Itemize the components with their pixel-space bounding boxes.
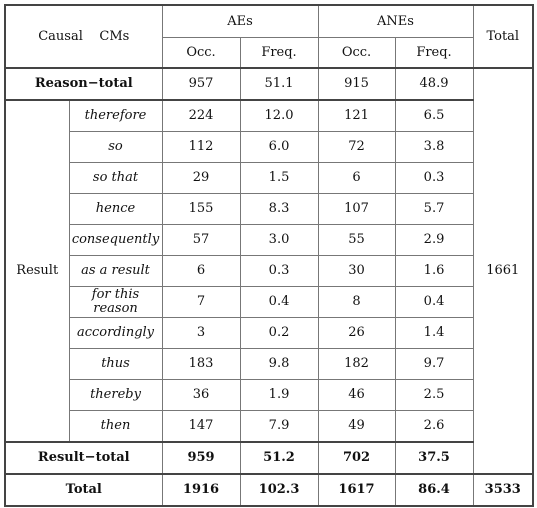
ae-freq-cell: 3.0 — [240, 225, 318, 256]
ane-occ-cell: 8 — [318, 287, 395, 318]
ane-occ-cell: 46 — [318, 380, 395, 411]
ane-occ-cell: 49 — [318, 411, 395, 443]
table-row — [5, 349, 533, 380]
ae-occ-cell: 112 — [162, 132, 240, 163]
ae-freq-cell: 12.0 — [240, 100, 318, 132]
ane-occ-cell: 55 — [318, 225, 395, 256]
result-total-row — [5, 442, 533, 474]
ane-freq-cell: 2.5 — [395, 380, 473, 411]
reason-total-ae-occ: 957 — [162, 68, 240, 100]
ae-occ-cell: 7 — [162, 287, 240, 318]
reason-total-ane-freq: 48.9 — [395, 68, 473, 100]
marker-cell: as a result — [69, 256, 162, 287]
table-row — [5, 380, 533, 411]
ae-freq-cell: 0.4 — [240, 287, 318, 318]
ane-freq-cell: 0.4 — [395, 287, 473, 318]
ane-freq-cell: 1.4 — [395, 318, 473, 349]
result-total-ane-freq: 37.5 — [395, 442, 473, 474]
marker-cell: accordingly — [69, 318, 162, 349]
marker-cell: so — [69, 132, 162, 163]
ane-occ-cell: 30 — [318, 256, 395, 287]
grand-total-label: Total — [5, 474, 162, 506]
marker-cell: so that — [69, 163, 162, 194]
aes-header: AEs — [162, 5, 318, 38]
table-row — [5, 411, 533, 443]
ane-occ-cell: 26 — [318, 318, 395, 349]
grand-total-ane-occ: 1617 — [318, 474, 395, 506]
ae-freq-cell: 1.9 — [240, 380, 318, 411]
ae-occ-cell: 29 — [162, 163, 240, 194]
reason-total-ae-freq: 51.1 — [240, 68, 318, 100]
ae-occ-cell: 224 — [162, 100, 240, 132]
aes-occ-header: Occ. — [162, 38, 240, 69]
ae-occ-cell: 57 — [162, 225, 240, 256]
reason-total-ane-occ: 915 — [318, 68, 395, 100]
table-row — [5, 163, 533, 194]
ae-freq-cell: 8.3 — [240, 194, 318, 225]
reason-total-row — [5, 68, 533, 100]
total-header: Total — [473, 5, 533, 68]
ane-freq-cell: 2.6 — [395, 411, 473, 443]
table-row — [5, 318, 533, 349]
table-row — [5, 132, 533, 163]
ane-occ-cell: 121 — [318, 100, 395, 132]
grand-total-ae-freq: 102.3 — [240, 474, 318, 506]
table-row — [5, 225, 533, 256]
ae-freq-cell: 0.3 — [240, 256, 318, 287]
grand-total-value: 3533 — [473, 474, 533, 506]
marker-cell: thus — [69, 349, 162, 380]
header-row-1 — [5, 5, 533, 38]
marker-cell: consequently — [69, 225, 162, 256]
ane-occ-cell: 182 — [318, 349, 395, 380]
ane-freq-cell: 9.7 — [395, 349, 473, 380]
anes-occ-header: Occ. — [318, 38, 395, 69]
ane-freq-cell: 1.6 — [395, 256, 473, 287]
ae-freq-cell: 1.5 — [240, 163, 318, 194]
table-row — [5, 256, 533, 287]
ane-occ-cell: 72 — [318, 132, 395, 163]
grand-total-row — [5, 474, 533, 506]
table-body — [5, 5, 533, 506]
result-group-label: Result — [5, 100, 69, 442]
result-total-label: Result−total — [5, 442, 162, 474]
ane-freq-cell: 2.9 — [395, 225, 473, 256]
ane-freq-cell: 3.8 — [395, 132, 473, 163]
result-group-total: 1661 — [473, 68, 533, 474]
ae-occ-cell: 6 — [162, 256, 240, 287]
ae-freq-cell: 9.8 — [240, 349, 318, 380]
result-total-ae-occ: 959 — [162, 442, 240, 474]
anes-freq-header: Freq. — [395, 38, 473, 69]
ae-freq-cell: 6.0 — [240, 132, 318, 163]
marker-cell: hence — [69, 194, 162, 225]
ae-occ-cell: 3 — [162, 318, 240, 349]
ane-occ-cell: 6 — [318, 163, 395, 194]
marker-cell: then — [69, 411, 162, 443]
anes-header: ANEs — [318, 5, 473, 38]
ae-occ-cell: 155 — [162, 194, 240, 225]
ae-freq-cell: 0.2 — [240, 318, 318, 349]
ane-freq-cell: 6.5 — [395, 100, 473, 132]
table-row — [5, 194, 533, 225]
result-total-ane-occ: 702 — [318, 442, 395, 474]
causal-markers-table — [4, 4, 534, 507]
marker-cell: for this reason — [69, 287, 162, 318]
ane-freq-cell: 5.7 — [395, 194, 473, 225]
ane-freq-cell: 0.3 — [395, 163, 473, 194]
table-row — [5, 287, 533, 318]
aes-freq-header: Freq. — [240, 38, 318, 69]
ae-occ-cell: 36 — [162, 380, 240, 411]
table-row — [5, 100, 533, 132]
ane-occ-cell: 107 — [318, 194, 395, 225]
causal-cms-header: Causal CMs — [5, 5, 162, 68]
marker-cell: thereby — [69, 380, 162, 411]
marker-cell: therefore — [69, 100, 162, 132]
grand-total-ae-occ: 1916 — [162, 474, 240, 506]
result-total-ae-freq: 51.2 — [240, 442, 318, 474]
ae-occ-cell: 147 — [162, 411, 240, 443]
ae-freq-cell: 7.9 — [240, 411, 318, 443]
grand-total-ane-freq: 86.4 — [395, 474, 473, 506]
ae-occ-cell: 183 — [162, 349, 240, 380]
reason-total-label: Reason−total — [5, 68, 162, 100]
